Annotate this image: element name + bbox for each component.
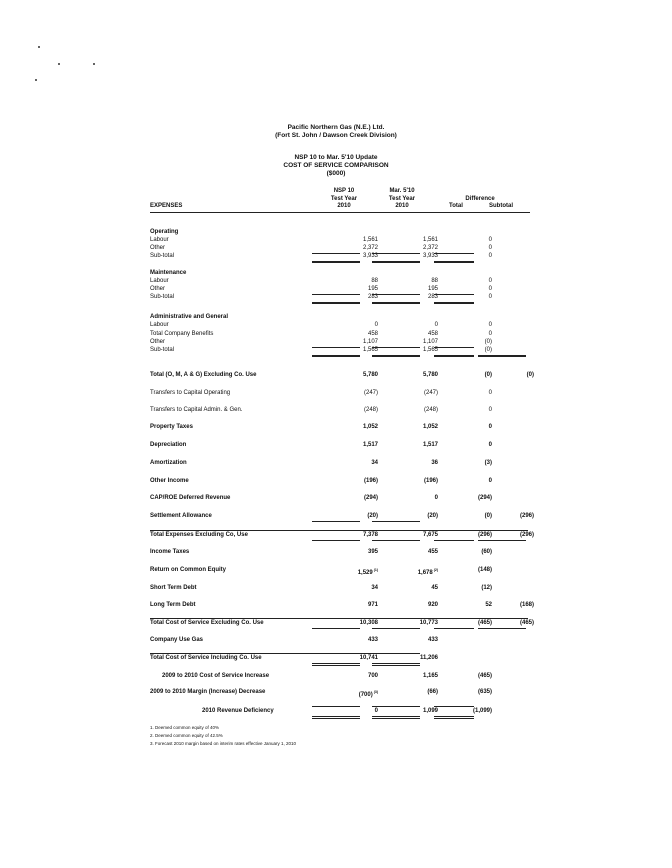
difference-total [448, 371, 492, 380]
difference-total [448, 548, 492, 557]
table-rule [372, 294, 420, 295]
nsp-value-text: 971 [367, 602, 378, 608]
table-rule [312, 663, 360, 664]
mar-value-text: 1,678 [417, 570, 433, 576]
mar-value [394, 423, 438, 432]
table-rule [372, 347, 420, 348]
mar-value-text: (247) [423, 390, 438, 396]
difference-total [448, 423, 492, 432]
difference-total-text: 52 [485, 602, 492, 608]
difference-total-text: 0 [488, 245, 492, 251]
nsp-value [334, 548, 378, 557]
table-rule [372, 356, 420, 357]
table-row [150, 494, 530, 503]
nsp-value [334, 672, 378, 681]
nsp-value [334, 321, 378, 330]
table-row [150, 441, 530, 450]
nsp-value-text: 34 [371, 460, 378, 466]
mar-value [394, 688, 438, 697]
difference-total [448, 584, 492, 593]
difference-total-text: (148) [477, 567, 492, 573]
difference-total-text: (465) [477, 673, 492, 679]
table-rule [434, 706, 474, 707]
mar-value-text: 7,675 [422, 532, 438, 538]
difference-total [448, 389, 492, 398]
table-rule [434, 303, 474, 304]
mar-value [394, 494, 438, 503]
difference-total-text: (465) [477, 620, 492, 626]
table-row [150, 423, 530, 432]
nsp-value-text: 7,378 [362, 532, 378, 538]
nsp-column-header: NSP 10 Test Year 2010 [330, 188, 358, 209]
mar-value-text: 458 [427, 331, 438, 337]
table-rule [478, 618, 526, 619]
difference-total-text: 0 [488, 322, 492, 328]
mar-value [394, 672, 438, 681]
row-label: Total Expenses Excluding Co, Use [150, 532, 248, 538]
row-label: Other [150, 245, 166, 251]
mar-value [394, 459, 438, 468]
difference-total [448, 512, 492, 521]
mar-value-text: 1,517 [422, 442, 438, 448]
difference-subtotal [490, 512, 534, 521]
mar-value [394, 601, 438, 610]
footnote: 3. Forecast 2010 margin based on interim rates effective January 1, 2010 [150, 741, 296, 746]
nsp-value [334, 406, 378, 415]
table-rule [312, 718, 360, 719]
difference-subtotal-text: (465) [519, 620, 534, 626]
difference-header: Difference [465, 195, 495, 202]
table-rule [312, 294, 360, 295]
table-rule [428, 618, 474, 619]
table-rule [372, 628, 420, 629]
difference-total-text: 0 [488, 278, 492, 284]
difference-total-text: 0 [488, 286, 492, 292]
difference-total [448, 321, 492, 330]
table-row [150, 389, 530, 398]
mar-value-text: 11,206 [419, 655, 438, 661]
table-rule [372, 540, 420, 541]
row-label: Depreciation [150, 442, 187, 448]
nsp-value-text: 700 [367, 673, 378, 679]
nsp-value-text: 1,517 [362, 442, 378, 448]
row-label: Income Taxes [150, 549, 190, 555]
difference-total-text: (0) [484, 513, 492, 519]
difference-subtotal [490, 601, 534, 610]
row-label: Transfers to Capital Admin. & Gen. [150, 407, 243, 413]
nsp-value-text: (294) [363, 495, 378, 501]
table-rule [478, 356, 526, 357]
mar-value-text: 1,165 [422, 673, 438, 679]
nsp-value-text: 1,107 [362, 339, 378, 345]
row-label: 2010 Revenue Deficiency [202, 708, 274, 714]
table-rule [372, 253, 420, 254]
table-rule [312, 521, 360, 522]
difference-total [448, 477, 492, 486]
difference-total-text: 0 [488, 390, 492, 396]
table-rule [312, 347, 360, 348]
row-label: Maintenance [150, 270, 187, 276]
mar-value [394, 477, 438, 486]
table-row [150, 566, 530, 575]
table-rule [312, 628, 360, 629]
mar-value-text: 3,933 [422, 253, 438, 259]
difference-total-text: 0 [488, 331, 492, 337]
row-label: Return on Common Equity [150, 567, 226, 573]
table-rule [372, 716, 420, 717]
difference-total-text: (3) [484, 460, 492, 466]
nsp-value-text: (20) [367, 513, 378, 519]
table-rule [312, 665, 360, 666]
footnote-marker: (3) [373, 690, 378, 694]
row-label: Property Taxes [150, 424, 193, 430]
row-label: 2009 to 2010 Cost of Service Increase [162, 673, 270, 679]
difference-total-text: (296) [477, 532, 492, 538]
difference-subtotal [490, 371, 534, 380]
nsp-value-text: 0 [374, 708, 378, 714]
difference-subtotal-text: (296) [519, 532, 534, 538]
scan-speck [58, 63, 60, 65]
mar-value [394, 371, 438, 380]
table-row [150, 672, 530, 681]
nsp-value [334, 459, 378, 468]
nsp-value [334, 566, 378, 578]
row-label: Total (O, M, A & G) Excluding Co. Use [150, 372, 257, 378]
mar-value-text: 1,107 [422, 339, 438, 345]
row-label: 2009 to 2010 Margin (Increase) Decrease [150, 689, 266, 695]
footnote-marker: (1) [373, 568, 378, 572]
nsp-value-text: 458 [367, 331, 378, 337]
difference-total [448, 459, 492, 468]
nsp-value-text: 2,372 [362, 245, 378, 251]
nsp-value [334, 688, 378, 700]
row-label: Other [150, 286, 166, 292]
nsp-value-text: 34 [371, 585, 378, 591]
difference-total [448, 494, 492, 503]
nsp-value-text: (196) [363, 478, 378, 484]
table-rule [372, 665, 420, 666]
nsp-value-text: 283 [367, 294, 378, 300]
table-row [150, 371, 534, 380]
row-label: Other [150, 339, 166, 345]
nsp-value-text: 195 [367, 286, 378, 292]
mar-value-text: 36 [431, 460, 438, 466]
footnote-marker: (2) [433, 568, 438, 572]
scan-speck [93, 63, 95, 65]
subtotal-header: Subtotal [489, 203, 513, 209]
difference-total [448, 601, 492, 610]
update-line: NSP 10 to Mar. 5'10 Update [294, 154, 378, 161]
mar-value-text: (66) [427, 689, 438, 695]
table-row [150, 477, 530, 486]
table-row [150, 459, 530, 468]
difference-total [448, 406, 492, 415]
row-label: Operating [150, 229, 179, 235]
nsp-value-text: (700) [358, 692, 373, 698]
mar-value [394, 548, 438, 557]
difference-total-text: 0 [488, 442, 492, 448]
table-rule [434, 356, 474, 357]
mar-value [394, 566, 438, 578]
nsp-value [334, 441, 378, 450]
difference-total [448, 566, 492, 575]
table-rule [312, 716, 360, 717]
mar-value-text: 1,052 [422, 424, 438, 430]
difference-subtotal-text: (296) [519, 513, 534, 519]
table-rule [150, 530, 528, 531]
units-line: ($000) [326, 170, 346, 177]
difference-total-text: 0 [488, 237, 492, 243]
difference-total [448, 688, 492, 697]
table-row [150, 584, 530, 593]
mar-value [394, 636, 438, 645]
difference-total-text: (635) [477, 689, 492, 695]
table-rule [434, 262, 474, 263]
nsp-value [334, 423, 378, 432]
difference-total-text: (0) [484, 339, 492, 345]
nsp-value [334, 601, 378, 610]
expenses-header: EXPENSES [150, 203, 183, 209]
row-label: Other Income [150, 478, 189, 484]
mar-value [394, 389, 438, 398]
nsp-value-text: (248) [363, 407, 378, 413]
nsp-value [334, 636, 378, 645]
nsp-value-text: 395 [367, 549, 378, 555]
difference-total [448, 672, 492, 681]
mar-column-header: Mar. 5'10 Test Year 2010 [388, 188, 416, 209]
difference-total-text: (60) [481, 549, 492, 555]
difference-subtotal-text: (168) [519, 602, 534, 608]
row-label: Total Cost of Service Including Co. Use [150, 655, 262, 661]
mar-value-text: 433 [427, 637, 438, 643]
mar-value-text: 283 [427, 294, 438, 300]
mar-value-text: 0 [434, 495, 438, 501]
nsp-value-text: 10,308 [359, 620, 378, 626]
difference-total-text: 0 [488, 407, 492, 413]
mar-value-text: 88 [431, 278, 438, 284]
row-label: Labour [150, 237, 169, 243]
row-label: Transfers to Capital Operating [150, 390, 231, 396]
nsp-value-text: 88 [371, 278, 378, 284]
mar-value-text: 1,561 [422, 237, 438, 243]
nsp-value-text: 1,529 [357, 570, 373, 576]
row-label: Amortization [150, 460, 187, 466]
nsp-value-text: 3,933 [362, 253, 378, 259]
mar-value-text: (196) [423, 478, 438, 484]
table-rule [312, 262, 360, 263]
mar-value [394, 441, 438, 450]
difference-total-text: 0 [488, 424, 492, 430]
row-label: Sub-total [150, 347, 175, 353]
mar-value-text: 45 [431, 585, 438, 591]
table-rule [434, 294, 474, 295]
table-rule [434, 628, 474, 629]
difference-total-text: (1,099) [472, 708, 492, 714]
mar-value-text: 455 [427, 549, 438, 555]
table-rule [312, 540, 360, 541]
nsp-value-text: 1,052 [362, 424, 378, 430]
row-label: Administrative and General [150, 314, 229, 320]
mar-value-text: 2,372 [422, 245, 438, 251]
nsp-value-text: (247) [363, 390, 378, 396]
nsp-value-text: 1,565 [362, 347, 378, 353]
table-rule [372, 521, 420, 522]
nsp-value [334, 371, 378, 380]
mar-value-text: (248) [423, 407, 438, 413]
nsp-value-text: 1,561 [362, 237, 378, 243]
page-title: COST OF SERVICE COMPARISON [283, 162, 389, 169]
difference-total-text: (12) [481, 585, 492, 591]
difference-total-text: 0 [488, 478, 492, 484]
table-rule [434, 253, 474, 254]
table-row [150, 406, 530, 415]
table-row [150, 688, 530, 697]
nsp-value-text: 0 [374, 322, 378, 328]
difference-total-text: (0) [484, 347, 492, 353]
nsp-value-text: 5,780 [362, 372, 378, 378]
table-rule [434, 718, 474, 719]
mar-value-text: 1,565 [422, 347, 438, 353]
company-name: Pacific Northern Gas (N.E.) Ltd. [287, 124, 385, 131]
mar-value [394, 321, 438, 330]
scan-speck [35, 79, 37, 81]
mar-value-text: 920 [427, 602, 438, 608]
mar-value-text: 10,773 [419, 620, 438, 626]
table-rule [434, 540, 474, 541]
row-label: Total Cost of Service Excluding Co. Use [150, 620, 264, 626]
table-row [150, 601, 534, 610]
row-label: Labour [150, 322, 169, 328]
division-name: (Fort St. John / Dawson Creek Division) [275, 132, 397, 139]
mar-value [394, 584, 438, 593]
difference-total-text: 0 [488, 294, 492, 300]
table-rule [312, 356, 360, 357]
row-label: Long Term Debt [150, 602, 196, 608]
table-rule [312, 706, 360, 707]
table-rule [372, 718, 420, 719]
footnote: 1. Deemed common equity of 40% [150, 725, 220, 730]
row-label: Short Term Debt [150, 585, 197, 591]
difference-total-text: (294) [477, 495, 492, 501]
table-rule [312, 303, 360, 304]
row-label: Company Use Gas [150, 637, 204, 643]
table-row [150, 636, 530, 645]
table-rule [372, 663, 420, 664]
header-rule [150, 212, 530, 213]
difference-total [448, 441, 492, 450]
row-label: CAP/ROE Deferred Revenue [150, 495, 231, 501]
total-header: Total [449, 203, 463, 209]
mar-value-text: 5,780 [422, 372, 438, 378]
table-rule [312, 253, 360, 254]
table-rule [434, 347, 474, 348]
difference-total-text: (0) [484, 372, 492, 378]
mar-value-text: (20) [427, 513, 438, 519]
table-row [150, 321, 530, 330]
table-rule [372, 706, 420, 707]
table-rule [434, 716, 474, 717]
mar-value [394, 406, 438, 415]
row-label: Labour [150, 278, 169, 284]
difference-total-text: 0 [488, 253, 492, 259]
difference-subtotal-text: (0) [526, 372, 534, 378]
mar-value-text: 0 [434, 322, 438, 328]
nsp-value [334, 389, 378, 398]
nsp-value-text: 10,741 [359, 655, 378, 661]
row-label: Settlement Allowance [150, 513, 212, 519]
table-rule [150, 653, 420, 654]
footnote: 2. Deemed common equity of 42.5% [150, 733, 223, 738]
table-rule [372, 303, 420, 304]
nsp-value [334, 477, 378, 486]
row-label: Total Company Benefits [150, 331, 214, 337]
mar-value-text: 1,099 [422, 708, 438, 714]
scan-speck [38, 46, 40, 48]
row-label: Sub-total [150, 253, 175, 259]
nsp-value [334, 584, 378, 593]
table-rule [478, 540, 526, 541]
nsp-value [334, 494, 378, 503]
table-rule [372, 262, 420, 263]
nsp-value-text: 433 [367, 637, 378, 643]
table-rule [478, 628, 526, 629]
mar-value-text: 195 [427, 286, 438, 292]
table-row [150, 548, 530, 557]
row-label: Sub-total [150, 294, 175, 300]
